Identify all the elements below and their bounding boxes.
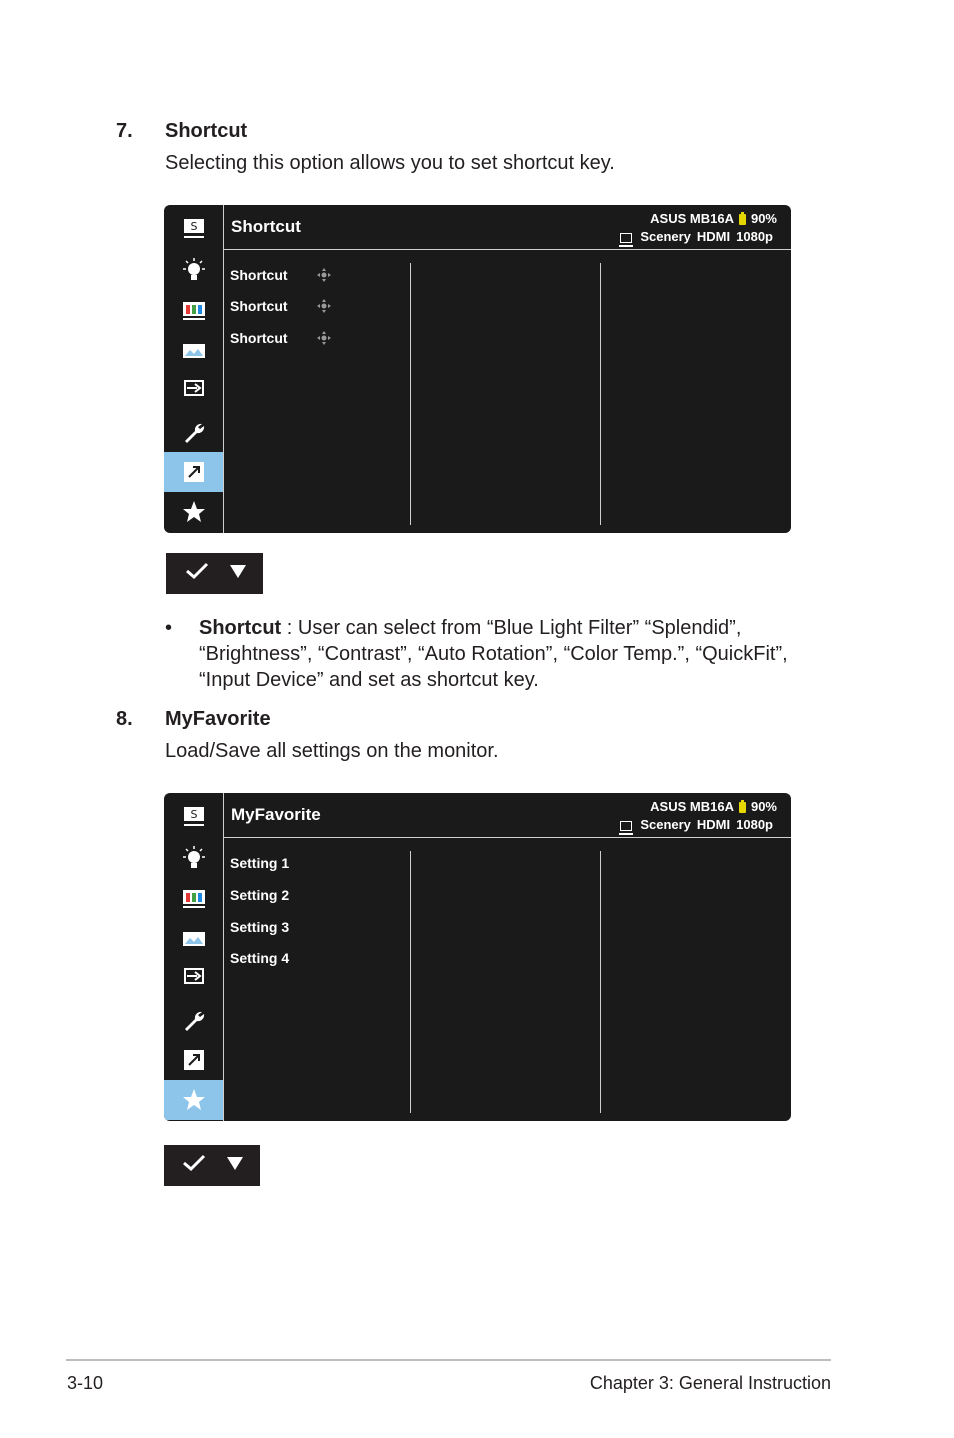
system-setup-icon[interactable] (164, 413, 223, 453)
section-7-number: 7. (116, 120, 133, 142)
input-icon[interactable] (164, 368, 223, 408)
menu-item-label: Setting 1 (230, 855, 290, 871)
page-number: 3-10 (67, 1373, 104, 1393)
splendid-icon[interactable] (164, 209, 223, 249)
osd-title: MyFavorite (231, 805, 321, 824)
shortcut-bullet (199, 615, 799, 693)
input-icon[interactable] (164, 956, 223, 996)
myfavorite-icon[interactable] (164, 492, 223, 532)
menu-item-setting-2[interactable] (230, 887, 289, 903)
menu-item-setting-3[interactable] (230, 919, 289, 935)
menu-item-setting-1[interactable] (230, 855, 289, 871)
section-7-description: Selecting this option allows you to set shortcut key. (165, 152, 615, 174)
color-icon[interactable] (164, 291, 223, 331)
blue-light-icon[interactable] (164, 839, 223, 879)
model-name: ASUS MB16A (650, 211, 734, 226)
osd-sidebar (164, 205, 224, 533)
osd-status-line-1 (650, 799, 777, 814)
battery-icon (739, 802, 746, 813)
menu-item[interactable] (230, 330, 332, 346)
myfavorite-icon[interactable] (164, 1080, 223, 1120)
monitor-icon (620, 821, 632, 831)
navigate-icon (316, 330, 332, 346)
mode-value: Scenery (640, 817, 691, 832)
footer-divider (66, 1359, 831, 1361)
down-arrow-icon[interactable] (226, 1155, 244, 1176)
navigate-icon (316, 298, 332, 314)
osd-sidebar (164, 793, 224, 1121)
osd-shortcut-panel (164, 205, 791, 533)
menu-item-label: Setting 2 (230, 887, 290, 903)
navigate-icon (316, 267, 332, 283)
resolution-value: 1080p (736, 817, 773, 832)
menu-item-label: Shortcut (230, 267, 288, 283)
shortcut-icon[interactable] (164, 452, 223, 492)
osd-myfavorite-panel (164, 793, 791, 1121)
resolution-value: 1080p (736, 229, 773, 244)
svg-text:S: S (190, 220, 197, 233)
model-name: ASUS MB16A (650, 799, 734, 814)
input-value: HDMI (696, 817, 731, 832)
osd-status-line-1 (650, 211, 777, 226)
blue-light-icon[interactable] (164, 251, 223, 291)
chapter-title: Chapter 3: General Instruction (589, 1373, 831, 1393)
image-icon[interactable] (164, 331, 223, 371)
battery-level: 90% (750, 799, 777, 814)
menu-item-label: Shortcut (230, 298, 288, 314)
bullet-text: : User can select from “Blue Light Filter” “Splendid”, “Brightness”, “Contrast”, “Auto Rotation”, “Color Temp.”, “QuickFit”, “Input Device” and set as shortcut key. (199, 617, 788, 691)
image-icon[interactable] (164, 919, 223, 959)
battery-level: 90% (750, 211, 777, 226)
menu-item-setting-4[interactable] (230, 950, 289, 966)
menu-item-label: Setting 3 (230, 919, 290, 935)
bullet-label: Shortcut (199, 617, 282, 639)
osd-title: Shortcut (231, 217, 301, 236)
color-icon[interactable] (164, 879, 223, 919)
input-value: HDMI (696, 229, 731, 244)
section-8-description: Load/Save all settings on the monitor. (165, 740, 499, 762)
menu-item-label: Setting 4 (230, 950, 290, 966)
system-setup-icon[interactable] (164, 1001, 223, 1041)
check-icon[interactable] (185, 562, 209, 585)
column-divider (410, 263, 411, 525)
column-divider (600, 851, 601, 1113)
monitor-icon (620, 233, 632, 243)
osd-key-bar (166, 553, 263, 594)
shortcut-icon[interactable] (164, 1040, 223, 1080)
check-icon[interactable] (182, 1154, 206, 1177)
column-divider (600, 263, 601, 525)
battery-icon (739, 214, 746, 225)
mode-value: Scenery (640, 229, 691, 244)
section-7-title: Shortcut (165, 120, 248, 142)
splendid-icon[interactable] (164, 797, 223, 837)
osd-status-line-2 (620, 229, 773, 244)
section-8-number: 8. (116, 708, 133, 730)
menu-item[interactable] (230, 298, 332, 314)
section-8-title: MyFavorite (165, 708, 271, 730)
svg-text:S: S (190, 808, 197, 821)
osd-status-line-2 (620, 817, 773, 832)
menu-item-label: Shortcut (230, 330, 288, 346)
osd-key-bar (164, 1145, 260, 1186)
osd-header-divider (224, 249, 791, 250)
menu-item[interactable] (230, 267, 332, 283)
osd-header-divider (224, 837, 791, 838)
bullet-marker: • (165, 617, 173, 639)
down-arrow-icon[interactable] (229, 563, 247, 584)
column-divider (410, 851, 411, 1113)
